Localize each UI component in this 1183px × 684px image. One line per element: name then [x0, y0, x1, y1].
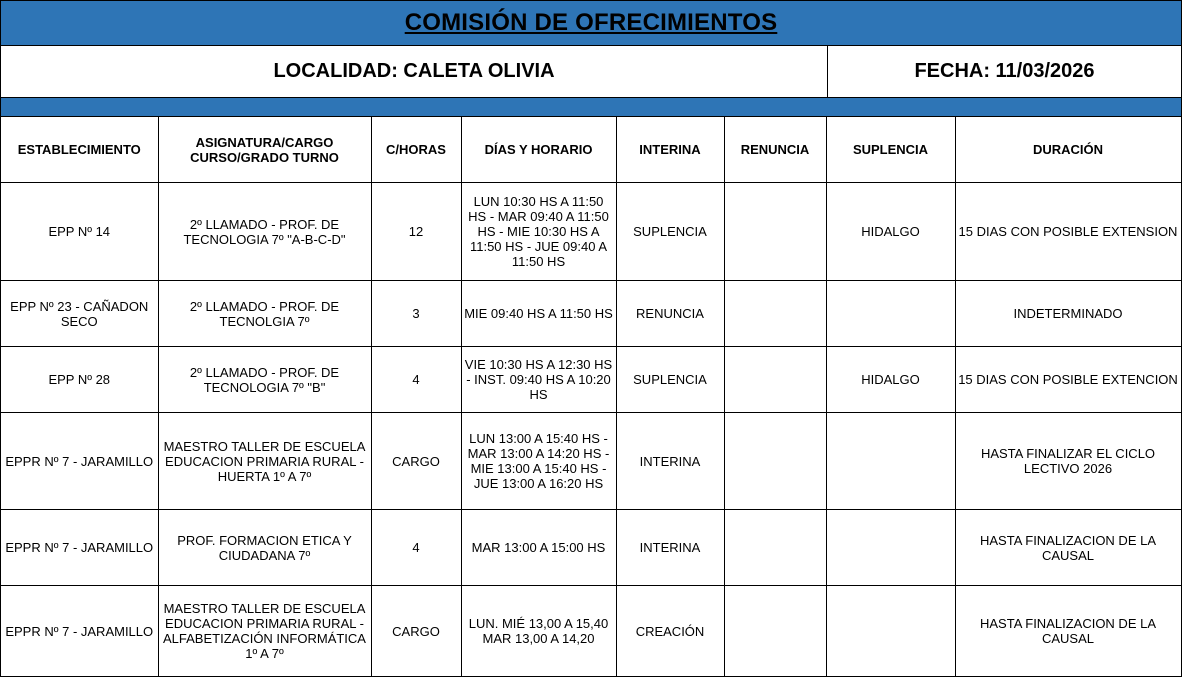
- cell-establecimiento: EPP Nº 23 - CAÑADON SECO: [1, 281, 158, 347]
- cell-establecimiento: EPP Nº 28: [1, 347, 158, 413]
- cell-duracion: 15 DIAS CON POSIBLE EXTENCION: [955, 347, 1181, 413]
- header-duracion: DURACIÓN: [955, 117, 1181, 183]
- cell-dias-horario: MIE 09:40 HS A 11:50 HS: [461, 281, 616, 347]
- cell-interina: SUPLENCIA: [616, 183, 724, 281]
- cell-suplencia: HIDALGO: [826, 183, 955, 281]
- cell-renuncia: [724, 281, 826, 347]
- cell-renuncia: [724, 510, 826, 586]
- table-header-row: [1, 117, 1181, 183]
- cell-asignatura: 2º LLAMADO - PROF. DE TECNOLGIA 7º: [158, 281, 371, 347]
- cell-asignatura: 2º LLAMADO - PROF. DE TECNOLOGIA 7º "A-B-C-D": [158, 183, 371, 281]
- separator-band: [1, 98, 1182, 117]
- cell-dias-horario: LUN 13:00 A 15:40 HS - MAR 13:00 A 14:20 HS - MIE 13:00 A 15:40 HS - JUE 13:00 A 16:20 HS: [461, 413, 616, 510]
- cell-dias-horario: MAR 13:00 A 15:00 HS: [461, 510, 616, 586]
- cell-establecimiento: EPPR Nº 7 - JARAMILLO: [1, 586, 158, 677]
- cell-dias-horario: VIE 10:30 HS A 12:30 HS - INST. 09:40 HS A 10:20 HS: [461, 347, 616, 413]
- cell-interina: SUPLENCIA: [616, 347, 724, 413]
- offers-table: [1, 117, 1182, 677]
- table-row: [1, 347, 1181, 413]
- cell-duracion: HASTA FINALIZACION DE LA CAUSAL: [955, 510, 1181, 586]
- cell-establecimiento: EPP Nº 14: [1, 183, 158, 281]
- table-row: [1, 413, 1181, 510]
- fecha-cell: FECHA: 11/03/2026: [828, 46, 1182, 97]
- cell-interina: CREACIÓN: [616, 586, 724, 677]
- cell-asignatura: 2º LLAMADO - PROF. DE TECNOLOGIA 7º "B": [158, 347, 371, 413]
- cell-suplencia: [826, 281, 955, 347]
- cell-establecimiento: EPPR Nº 7 - JARAMILLO: [1, 413, 158, 510]
- cell-suplencia: [826, 510, 955, 586]
- cell-interina: INTERINA: [616, 510, 724, 586]
- cell-duracion: HASTA FINALIZACION DE LA CAUSAL: [955, 586, 1181, 677]
- cell-establecimiento: EPPR Nº 7 - JARAMILLO: [1, 510, 158, 586]
- header-suplencia: SUPLENCIA: [826, 117, 955, 183]
- header-asignatura: ASIGNATURA/CARGO CURSO/GRADO TURNO: [158, 117, 371, 183]
- header-horas: C/HORAS: [371, 117, 461, 183]
- cell-horas: 3: [371, 281, 461, 347]
- cell-duracion: INDETERMINADO: [955, 281, 1181, 347]
- cell-renuncia: [724, 586, 826, 677]
- cell-suplencia: [826, 586, 955, 677]
- cell-dias-horario: LUN 10:30 HS A 11:50 HS - MAR 09:40 A 11:50 HS - MIE 10:30 HS A 11:50 HS - JUE 09:40 A 11:50 HS: [461, 183, 616, 281]
- page-title: COMISIÓN DE OFRECIMIENTOS: [404, 9, 778, 36]
- table-row: [1, 586, 1181, 677]
- cell-renuncia: [724, 347, 826, 413]
- cell-horas: 4: [371, 347, 461, 413]
- header-interina: INTERINA: [616, 117, 724, 183]
- header-renuncia: RENUNCIA: [724, 117, 826, 183]
- cell-horas: CARGO: [371, 413, 461, 510]
- header-establecimiento: ESTABLECIMIENTO: [1, 117, 158, 183]
- location-date-row: [1, 46, 1182, 98]
- cell-suplencia: [826, 413, 955, 510]
- cell-interina: INTERINA: [616, 413, 724, 510]
- cell-asignatura: PROF. FORMACION ETICA Y CIUDADANA 7º: [158, 510, 371, 586]
- cell-asignatura: MAESTRO TALLER DE ESCUELA EDUCACION PRIMARIA RURAL - ALFABETIZACIÓN INFORMÁTICA 1º A 7º: [158, 586, 371, 677]
- cell-duracion: 15 DIAS CON POSIBLE EXTENSION: [955, 183, 1181, 281]
- table-row: [1, 281, 1181, 347]
- cell-horas: 4: [371, 510, 461, 586]
- cell-renuncia: [724, 183, 826, 281]
- table-row: [1, 510, 1181, 586]
- cell-dias-horario: LUN. MIÉ 13,00 A 15,40 MAR 13,00 A 14,20: [461, 586, 616, 677]
- cell-horas: CARGO: [371, 586, 461, 677]
- cell-asignatura: MAESTRO TALLER DE ESCUELA EDUCACION PRIMARIA RURAL - HUERTA 1º A 7º: [158, 413, 371, 510]
- table-row: [1, 183, 1181, 281]
- cell-suplencia: HIDALGO: [826, 347, 955, 413]
- cell-renuncia: [724, 413, 826, 510]
- cell-interina: RENUNCIA: [616, 281, 724, 347]
- title-band: [1, 1, 1182, 46]
- cell-horas: 12: [371, 183, 461, 281]
- header-dias-horario: DÍAS Y HORARIO: [461, 117, 616, 183]
- cell-duracion: HASTA FINALIZAR EL CICLO LECTIVO 2026: [955, 413, 1181, 510]
- localidad-cell: LOCALIDAD: CALETA OLIVIA: [1, 46, 828, 97]
